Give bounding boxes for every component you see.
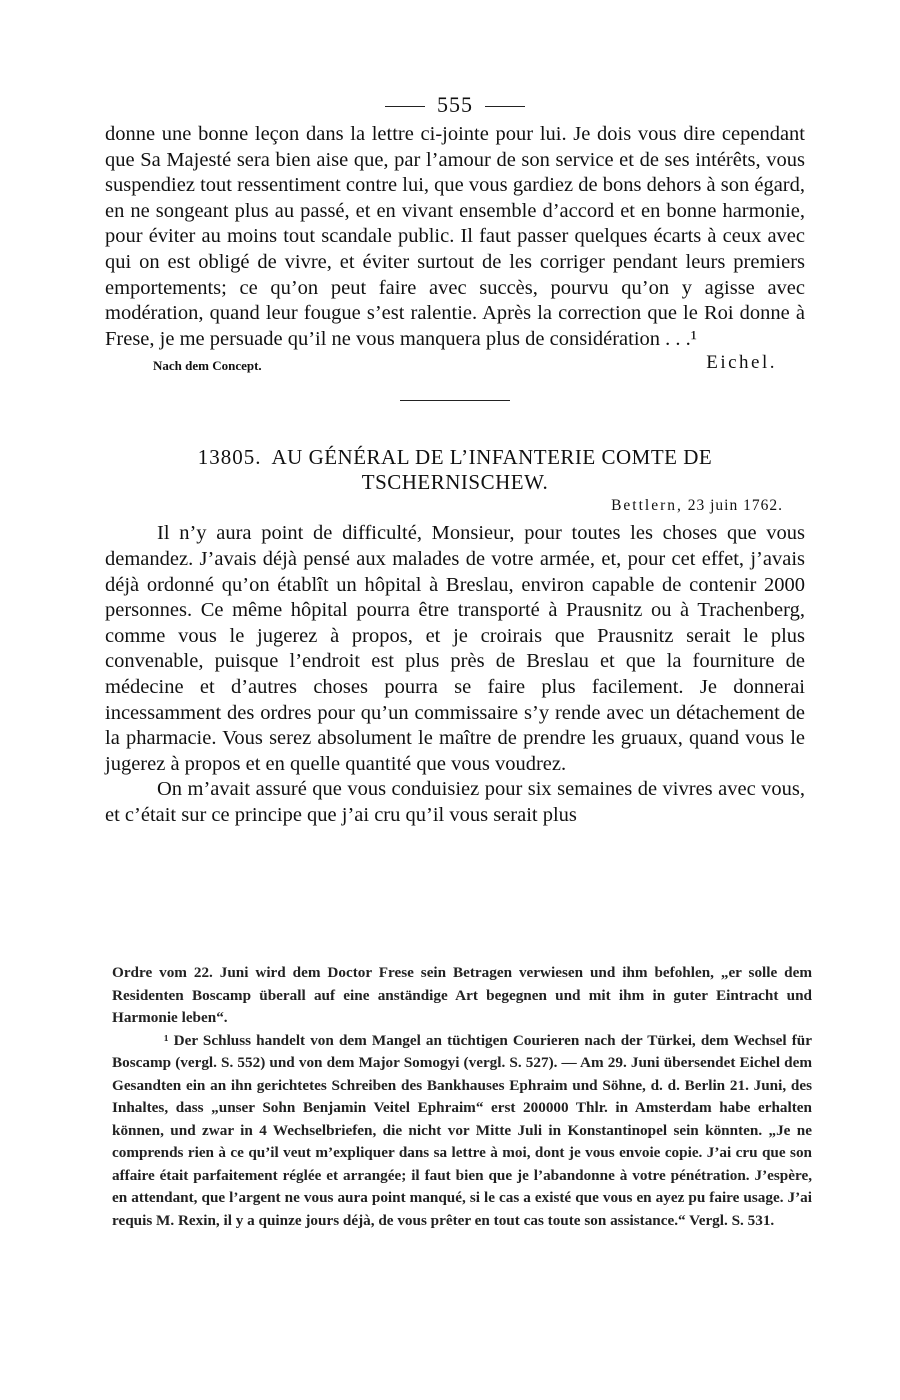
letter-1-text: donne une bonne leçon dans la lettre ci-jointe pour lui. Je dois vous dire cependant que Sa Majesté sera bien aise que, par l’amour de son service et de ses intérêts, vous suspendiez tout ressentiment contre lui, que vous gardiez de bons dehors à son égard, en ne songeant plus au passé, et en vivant ensemble d’accord et en bonne harmonie, pour éviter au moins tout scandale public. Il faut passer quelques écarts à ceux avec qui on est obligé de vivre, et éviter surtout de les corriger pendant leurs premiers emportements; ce qu’on peut faire avec succès, pourvu qu’on y agisse avec modération, quand leur fougue s’est ralentie. Après la correction que le Roi donne à Frese, je me persuade qu’il ne vous manquera plus de considération . . .¹ <box>105 123 805 350</box>
heading-line-1 <box>105 445 805 470</box>
footnotes <box>112 962 812 1232</box>
letter-2-body <box>105 521 805 828</box>
paragraph-2: On m’avait assuré que vous conduisiez pour six semaines de vivres avec vous, et c’était sur ce principe que j’ai cru qu’il vous serait plus <box>105 778 805 826</box>
page <box>105 92 805 828</box>
letter-1-closing <box>105 352 805 374</box>
footnote-1: ¹ Der Schluss handelt von dem Mangel an tüchtigen Courieren nach der Türkei, dem Wechsel für Boscamp (vergl. S. 552) und von dem Major Somogyi (vergl. S. 527). — Am 29. Juni übersendet Eichel dem Gesandten ein an ihn gerichtetes Schreiben des Bankhauses Ephraim und Söhne, d. d. Berlin 21. Juni, des Inhaltes, dass „unser Sohn Benjamin Veitel Ephraim“ erst 200000 Thlr. in Amsterdam habe erhalten können, und zwar in 4 Wechselbriefen, die nicht vor Mitte Juli in Konstantinopel sein könnten. „Je ne comprends rien à ce qu’il veut m’expliquer dans sa lettre à moi, dont je vous envoie copie. J’ai cru que son affaire était parfaitement réglée et arrangée; il faut bien que je l’abandonne à votre pénétration. J’espère, en attendant, que l’argent ne vous aura point manqué, si le cas a existé que vous en ayez pu faire usage. J’ai requis M. Rexin, il y a quinze jours déjà, de vous prêter en tout cas toute son assistance.“ Vergl. S. 531. <box>112 1031 812 1229</box>
paragraph-1: Il n’y aura point de difficulté, Monsieur, pour toutes les choses que vous demandez. J’avais déjà pensé aux malades de votre armée, et, pour cet effet, j’avais déjà ordonné qu’on établît un hôpital à Breslau, environ capable de contenir 2000 personnes. Ce même hôpital pourra être transporté à Prausnitz ou à Trachenberg, comme vous le jugerez à propos, et je croirais que Prausnitz serait le plus convenable, puisque l’endroit est plus près de Breslau et que la fourniture de médecine et d’autres choses pourra se faire plus facilement. Je donnerai incessamment des ordres pour qu’un commissaire s’y rende avec un détachement de la pharmacie. Vous serez absolument le maître de prendre les gruaux, quand vous le jugerez à propos et en quelle quantité que vous voudrez. <box>105 522 805 775</box>
letter-number: 13805. <box>197 445 262 470</box>
left-dash <box>385 106 425 107</box>
source-note: Nach dem Concept. <box>153 358 262 374</box>
right-dash <box>485 106 525 107</box>
dateline <box>105 497 783 515</box>
letter-1 <box>105 122 805 352</box>
place: Bettlern, <box>611 497 683 515</box>
heading-title-2: TSCHERNISCHEW. <box>361 470 549 495</box>
page-number: 555 <box>437 92 473 117</box>
letter-2-heading <box>105 445 805 495</box>
date: 23 juin 1762. <box>687 497 783 515</box>
page-number-header <box>105 92 805 122</box>
signature: Eichel. <box>706 352 777 374</box>
heading-title-1: AU GÉNÉRAL DE L’INFANTERIE COMTE DE <box>271 445 713 470</box>
footnote-continued: Ordre vom 22. Juni wird dem Doctor Frese sein Betragen verwiesen und ihm befohlen, „er solle dem Residenten Boscamp überall auf eine anständige Art begegnen und mit ihm in guter Eintracht und Harmonie leben“. <box>112 964 812 1026</box>
section-divider <box>400 400 510 401</box>
